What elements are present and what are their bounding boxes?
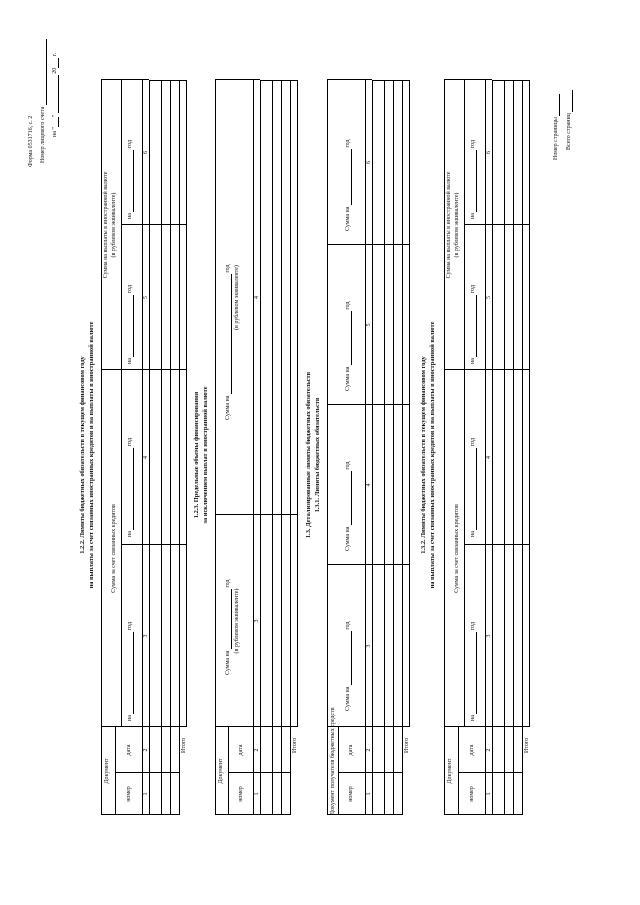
section-title: 1.3.2. Лимиты бюджетных обязательств в текущем финансовом году xyxy=(420,356,427,554)
rub-equivalent-note: (в рублевом эквиваленте) xyxy=(234,588,240,654)
col-number: 4 xyxy=(486,456,492,459)
col-number: 4 xyxy=(254,296,260,299)
rub-equivalent-note: (в рублевом эквиваленте) xyxy=(454,192,460,258)
form-date-line: на "" 20 г. xyxy=(52,52,58,137)
date-header: дата xyxy=(238,744,244,756)
page-number-label: Номер страницы xyxy=(553,94,560,160)
total-label: Итого xyxy=(292,737,298,753)
document-header: Документ получателя бюджетных средств xyxy=(330,707,336,815)
section-subtitle: за исключением выплат в иностранной валюте xyxy=(202,386,209,524)
col-number: 1 xyxy=(366,792,372,796)
section-subtitle: на выплаты за счет связанных иностранных кредитов и на выплаты в иностранной валюте xyxy=(429,321,436,589)
section-subtitle: на выплаты за счет связанных иностранных кредитов и на выплаты в иностранной валюте xyxy=(88,321,95,589)
col-number: 1 xyxy=(254,792,260,796)
data-table-frame xyxy=(149,80,187,727)
col-number: 4 xyxy=(366,483,372,487)
col-number: 2 xyxy=(143,748,149,752)
section-title: 1.2.3. Предельные объемы финансирования xyxy=(193,391,200,519)
col-number: 5 xyxy=(486,296,492,299)
year-header-3: на год xyxy=(127,621,133,721)
rub-equivalent-note: (в рублевом эквиваленте) xyxy=(111,192,117,258)
col-number: 5 xyxy=(366,323,372,327)
rub-equivalent-note: (в рублевом эквиваленте) xyxy=(234,265,240,330)
document-header: Документ xyxy=(447,758,453,784)
account-number-label: Номер лицевого счета xyxy=(40,39,47,163)
date-header: дата xyxy=(126,744,132,756)
year-header-3: на год xyxy=(470,621,476,721)
year-header-4: Сумма на год xyxy=(225,264,231,420)
year-header-5: Сумма на год xyxy=(345,301,351,391)
credits-sum-header: Сумма за счет связанных кредитов xyxy=(111,504,117,593)
data-table-frame xyxy=(260,80,298,727)
fx-sum-header: Сумма на выплаты в иностранной валюте xyxy=(446,171,452,279)
year-header-6: Сумма на год xyxy=(345,139,351,231)
section-title: 1.2.2. Лимиты бюджетных обязательств в текущем финансовом году xyxy=(79,356,86,554)
col-number: 6 xyxy=(486,151,492,154)
section-subtitle: 1.3.1. Лимиты бюджетных обязательств xyxy=(314,397,321,513)
number-header: номер xyxy=(238,786,244,802)
data-table-frame xyxy=(492,80,530,727)
year-header-6: на год xyxy=(470,139,476,219)
number-header: номер xyxy=(348,786,354,802)
year-header-3: Сумма на год xyxy=(225,579,231,675)
total-label: Итого xyxy=(181,737,187,753)
col-number: 6 xyxy=(143,151,149,154)
total-label: Итого xyxy=(524,737,530,753)
total-label: Итого xyxy=(404,737,410,753)
col-number: 3 xyxy=(366,644,372,648)
year-header-5: на год xyxy=(127,284,133,364)
form-number: Форма 0531716, с. 2 xyxy=(28,115,34,167)
col-number: 2 xyxy=(486,748,492,752)
account-number-blank xyxy=(40,39,47,105)
number-header: номер xyxy=(126,786,132,802)
col-number: 3 xyxy=(254,619,260,623)
document-header: Документ xyxy=(104,758,110,784)
col-number: 4 xyxy=(143,456,149,459)
date-header: дата xyxy=(469,744,475,756)
col-number: 2 xyxy=(366,748,372,752)
number-header: номер xyxy=(469,786,475,802)
col-number: 6 xyxy=(366,161,372,164)
col-number: 3 xyxy=(486,634,492,638)
date-header: дата xyxy=(348,744,354,756)
col-number: 5 xyxy=(143,296,149,299)
col-number: 1 xyxy=(143,792,149,796)
credits-sum-header: Сумма за счет связанных кредитов xyxy=(454,504,460,593)
year-header-5: на год xyxy=(470,284,476,364)
total-pages-label: Всего страниц xyxy=(566,90,573,150)
section-title: 1.3. Детализированные лимиты бюджетных обязательств xyxy=(305,371,312,539)
year-header-4: на год xyxy=(127,437,133,537)
col-number: 1 xyxy=(486,792,492,796)
fx-sum-header: Сумма на выплаты в иностранной валюте xyxy=(103,171,109,279)
year-header-4: на год xyxy=(470,437,476,537)
year-header-4: Сумма на год xyxy=(345,461,351,551)
document-header: Документ xyxy=(218,758,224,784)
year-header-6: на год xyxy=(127,139,133,219)
col-number: 2 xyxy=(254,748,260,752)
col-number: 3 xyxy=(143,634,149,638)
year-header-3: Сумма на год xyxy=(345,621,351,711)
